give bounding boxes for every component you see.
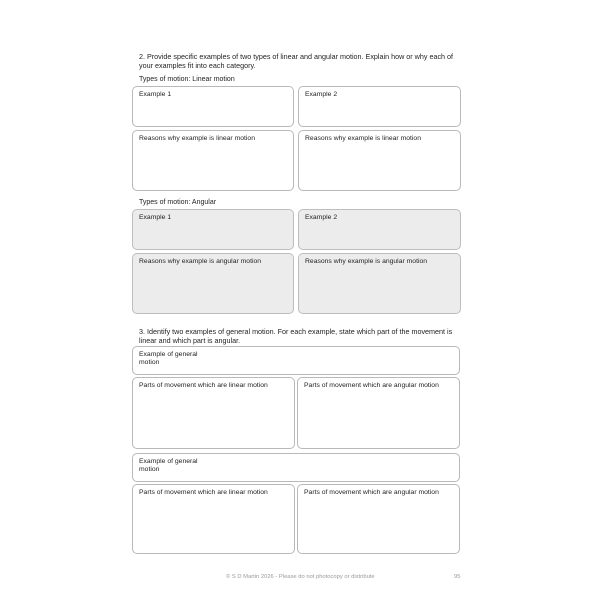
general-motion-example-1-label: Example of general motion [139,351,198,366]
linear-example-1-label: Example 1 [139,91,172,98]
linear-reason-1-label: Reasons why example is linear motion [139,135,255,142]
general-motion-example-1-box[interactable] [132,346,460,375]
angular-motion-heading: Types of motion: Angular [139,199,217,206]
angular-parts-1-box[interactable] [297,377,460,449]
linear-parts-1-box[interactable] [132,377,295,449]
angular-example-1-box[interactable] [132,209,294,250]
question-3-line-1: 3. Identify two examples of general motion. For each example, state which part of the movement is [139,327,453,336]
linear-motion-heading: Types of motion: Linear motion [139,76,235,83]
angular-parts-2-label: Parts of movement which are angular motion [304,489,439,496]
angular-reason-2-label: Reasons why example is angular motion [305,258,428,265]
linear-reason-1-box[interactable] [132,130,294,191]
linear-example-1-box[interactable] [132,86,294,127]
angular-reason-1-box[interactable] [132,253,294,314]
angular-example-1-label: Example 1 [139,214,172,221]
linear-reason-2-box[interactable] [298,130,461,191]
general-motion-example-2-box[interactable] [132,453,460,482]
question-2-line-2: your examples fit into each category. [139,61,256,70]
general-motion-example-2-label: Example of general motion [139,458,198,473]
angular-parts-1-label: Parts of movement which are angular motion [304,382,439,389]
linear-example-2-box[interactable] [298,86,461,127]
angular-reason-1-label: Reasons why example is angular motion [139,258,262,265]
angular-example-2-box[interactable] [298,209,461,250]
copyright-footer: © S D Martin 2026 - Please do not photocopy or distribute [226,574,375,580]
linear-parts-2-box[interactable] [132,484,295,554]
question-2-line-1: 2. Provide specific examples of two types of linear and angular motion. Explain how or why each of [139,52,454,61]
question-3-line-2: linear and which part is angular. [139,336,241,345]
linear-parts-2-label: Parts of movement which are linear motion [139,489,268,496]
linear-reason-2-label: Reasons why example is linear motion [305,135,421,142]
angular-parts-2-box[interactable] [297,484,460,554]
page-number: 95 [454,574,461,580]
linear-example-2-label: Example 2 [305,91,338,98]
angular-example-2-label: Example 2 [305,214,338,221]
angular-reason-2-box[interactable] [298,253,461,314]
linear-parts-1-label: Parts of movement which are linear motion [139,382,268,389]
